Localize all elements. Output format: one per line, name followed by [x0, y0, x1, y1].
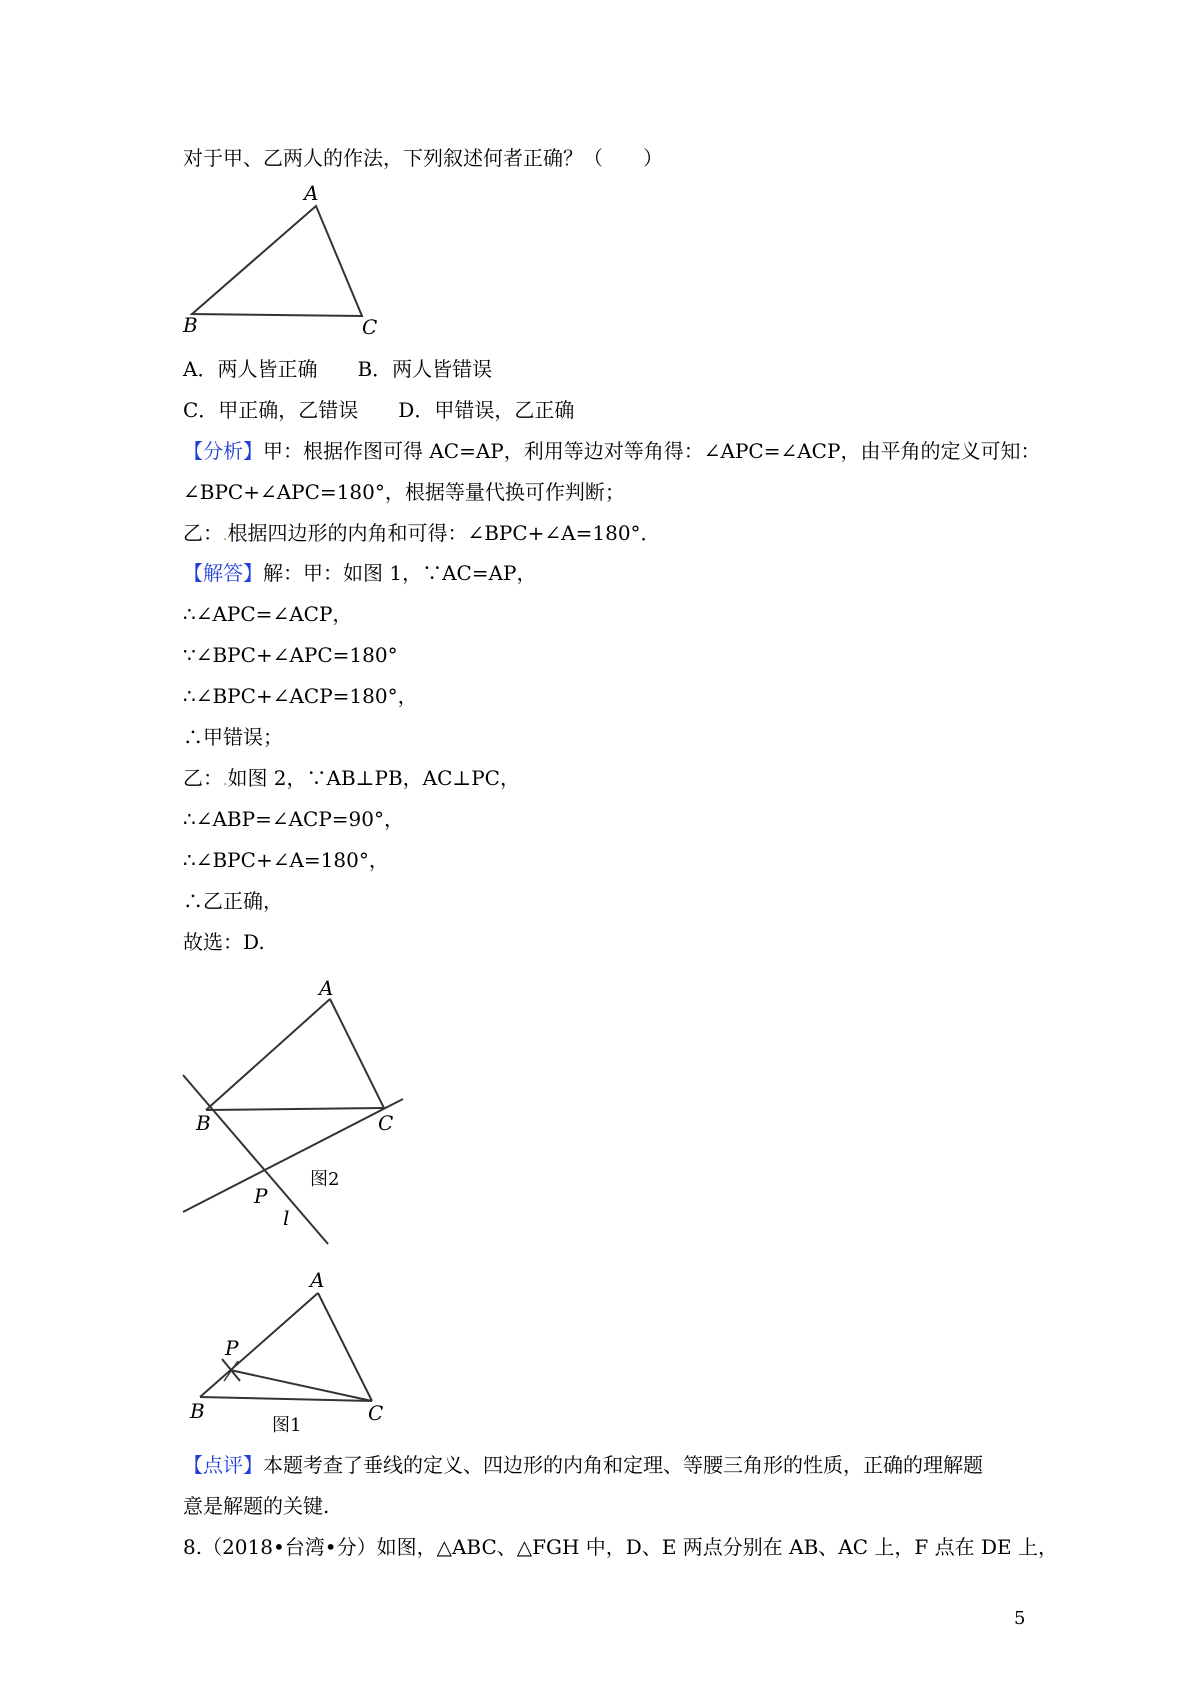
label-a: A — [304, 181, 319, 205]
fig1-line-bc — [200, 1397, 372, 1401]
solution-line-7: ∴∠ABP=∠ACP=90°， — [183, 807, 405, 831]
fig1-line-pc — [230, 1370, 372, 1401]
analysis-tag: 【分析】 — [183, 439, 263, 463]
label-b: B — [183, 313, 198, 337]
solution-prefix-6: 乙： — [183, 766, 223, 790]
analysis-prefix-3: 乙： — [183, 521, 223, 545]
solution-tag: 【解答】 — [183, 561, 263, 585]
fig1-caption: 图1 — [272, 1415, 302, 1436]
solution-text-6: 如图 2，∵AB⊥PB，AC⊥PC， — [227, 766, 520, 790]
comment-text-1: 本题考查了垂线的定义、四边形的内角和定理、等腰三角形的性质，正确的理解题 — [263, 1453, 983, 1477]
solution-line-8: ∴∠BPC+∠A=180°， — [183, 848, 389, 872]
fig1-label-c: C — [368, 1401, 384, 1425]
fig1-label-p: P — [225, 1336, 239, 1360]
fig1-line-ab — [200, 1293, 318, 1397]
analysis-mark-3: . — [223, 528, 228, 544]
analysis-text-3: 根据四边形的内角和可得：∠BPC+∠A=180°． — [227, 521, 661, 545]
fig2-label-l: l — [283, 1206, 290, 1230]
solution-text-1: 解：甲：如图 1，∵AC=AP， — [263, 561, 537, 585]
solution-line-4: ∴∠BPC+∠ACP=180°， — [183, 684, 418, 708]
analysis-line-2: ∠BPC+∠APC=180°，根据等量代换可作判断； — [183, 480, 625, 504]
fig2-label-p: P — [254, 1184, 268, 1208]
question-text: 对于甲、乙两人的作法，下列叙述何者正确？（ ） — [183, 146, 663, 170]
comment-line-2: 意是解题的关键. — [183, 1494, 330, 1518]
solution-line-5: ∴甲错误； — [183, 725, 283, 749]
solution-line-3: ∵∠BPC+∠APC=180° — [183, 643, 398, 667]
comment-tag: 【点评】 — [183, 1453, 263, 1477]
fig1-label-b: B — [190, 1399, 205, 1423]
fig2-label-c: C — [378, 1111, 394, 1135]
fig2-label-b: B — [196, 1111, 211, 1135]
solution-line-10: 故选：D. — [183, 930, 265, 954]
next-question: 8.（2018•台湾•分）如图，△ABC、△FGH 中，D、E 两点分别在 AB、AC 上，F 点在 DE 上， — [183, 1535, 1058, 1559]
fig1-label-a: A — [310, 1268, 325, 1292]
option-cd: C．甲正确，乙错误 D．甲错误，乙正确 — [183, 398, 575, 422]
solution-mark-6: . — [223, 773, 228, 789]
solution-line-9: ∴乙正确， — [183, 889, 283, 913]
fig2-caption: 图2 — [310, 1169, 340, 1190]
solution-line-2: ∴∠APC=∠ACP， — [183, 602, 353, 626]
comment-line-1 — [183, 1452, 983, 1478]
fig1-line-ac — [318, 1293, 372, 1401]
option-ab: A．两人皆正确 B．两人皆错误 — [183, 357, 493, 381]
analysis-text-1: 甲：根据作图可得 AC=AP，利用等边对等角得：∠APC=∠ACP，由平角的定义可知： — [263, 439, 1041, 463]
page-number: 5 — [1014, 1608, 1026, 1629]
label-c: C — [362, 315, 378, 339]
fig2-label-a: A — [319, 976, 334, 1000]
